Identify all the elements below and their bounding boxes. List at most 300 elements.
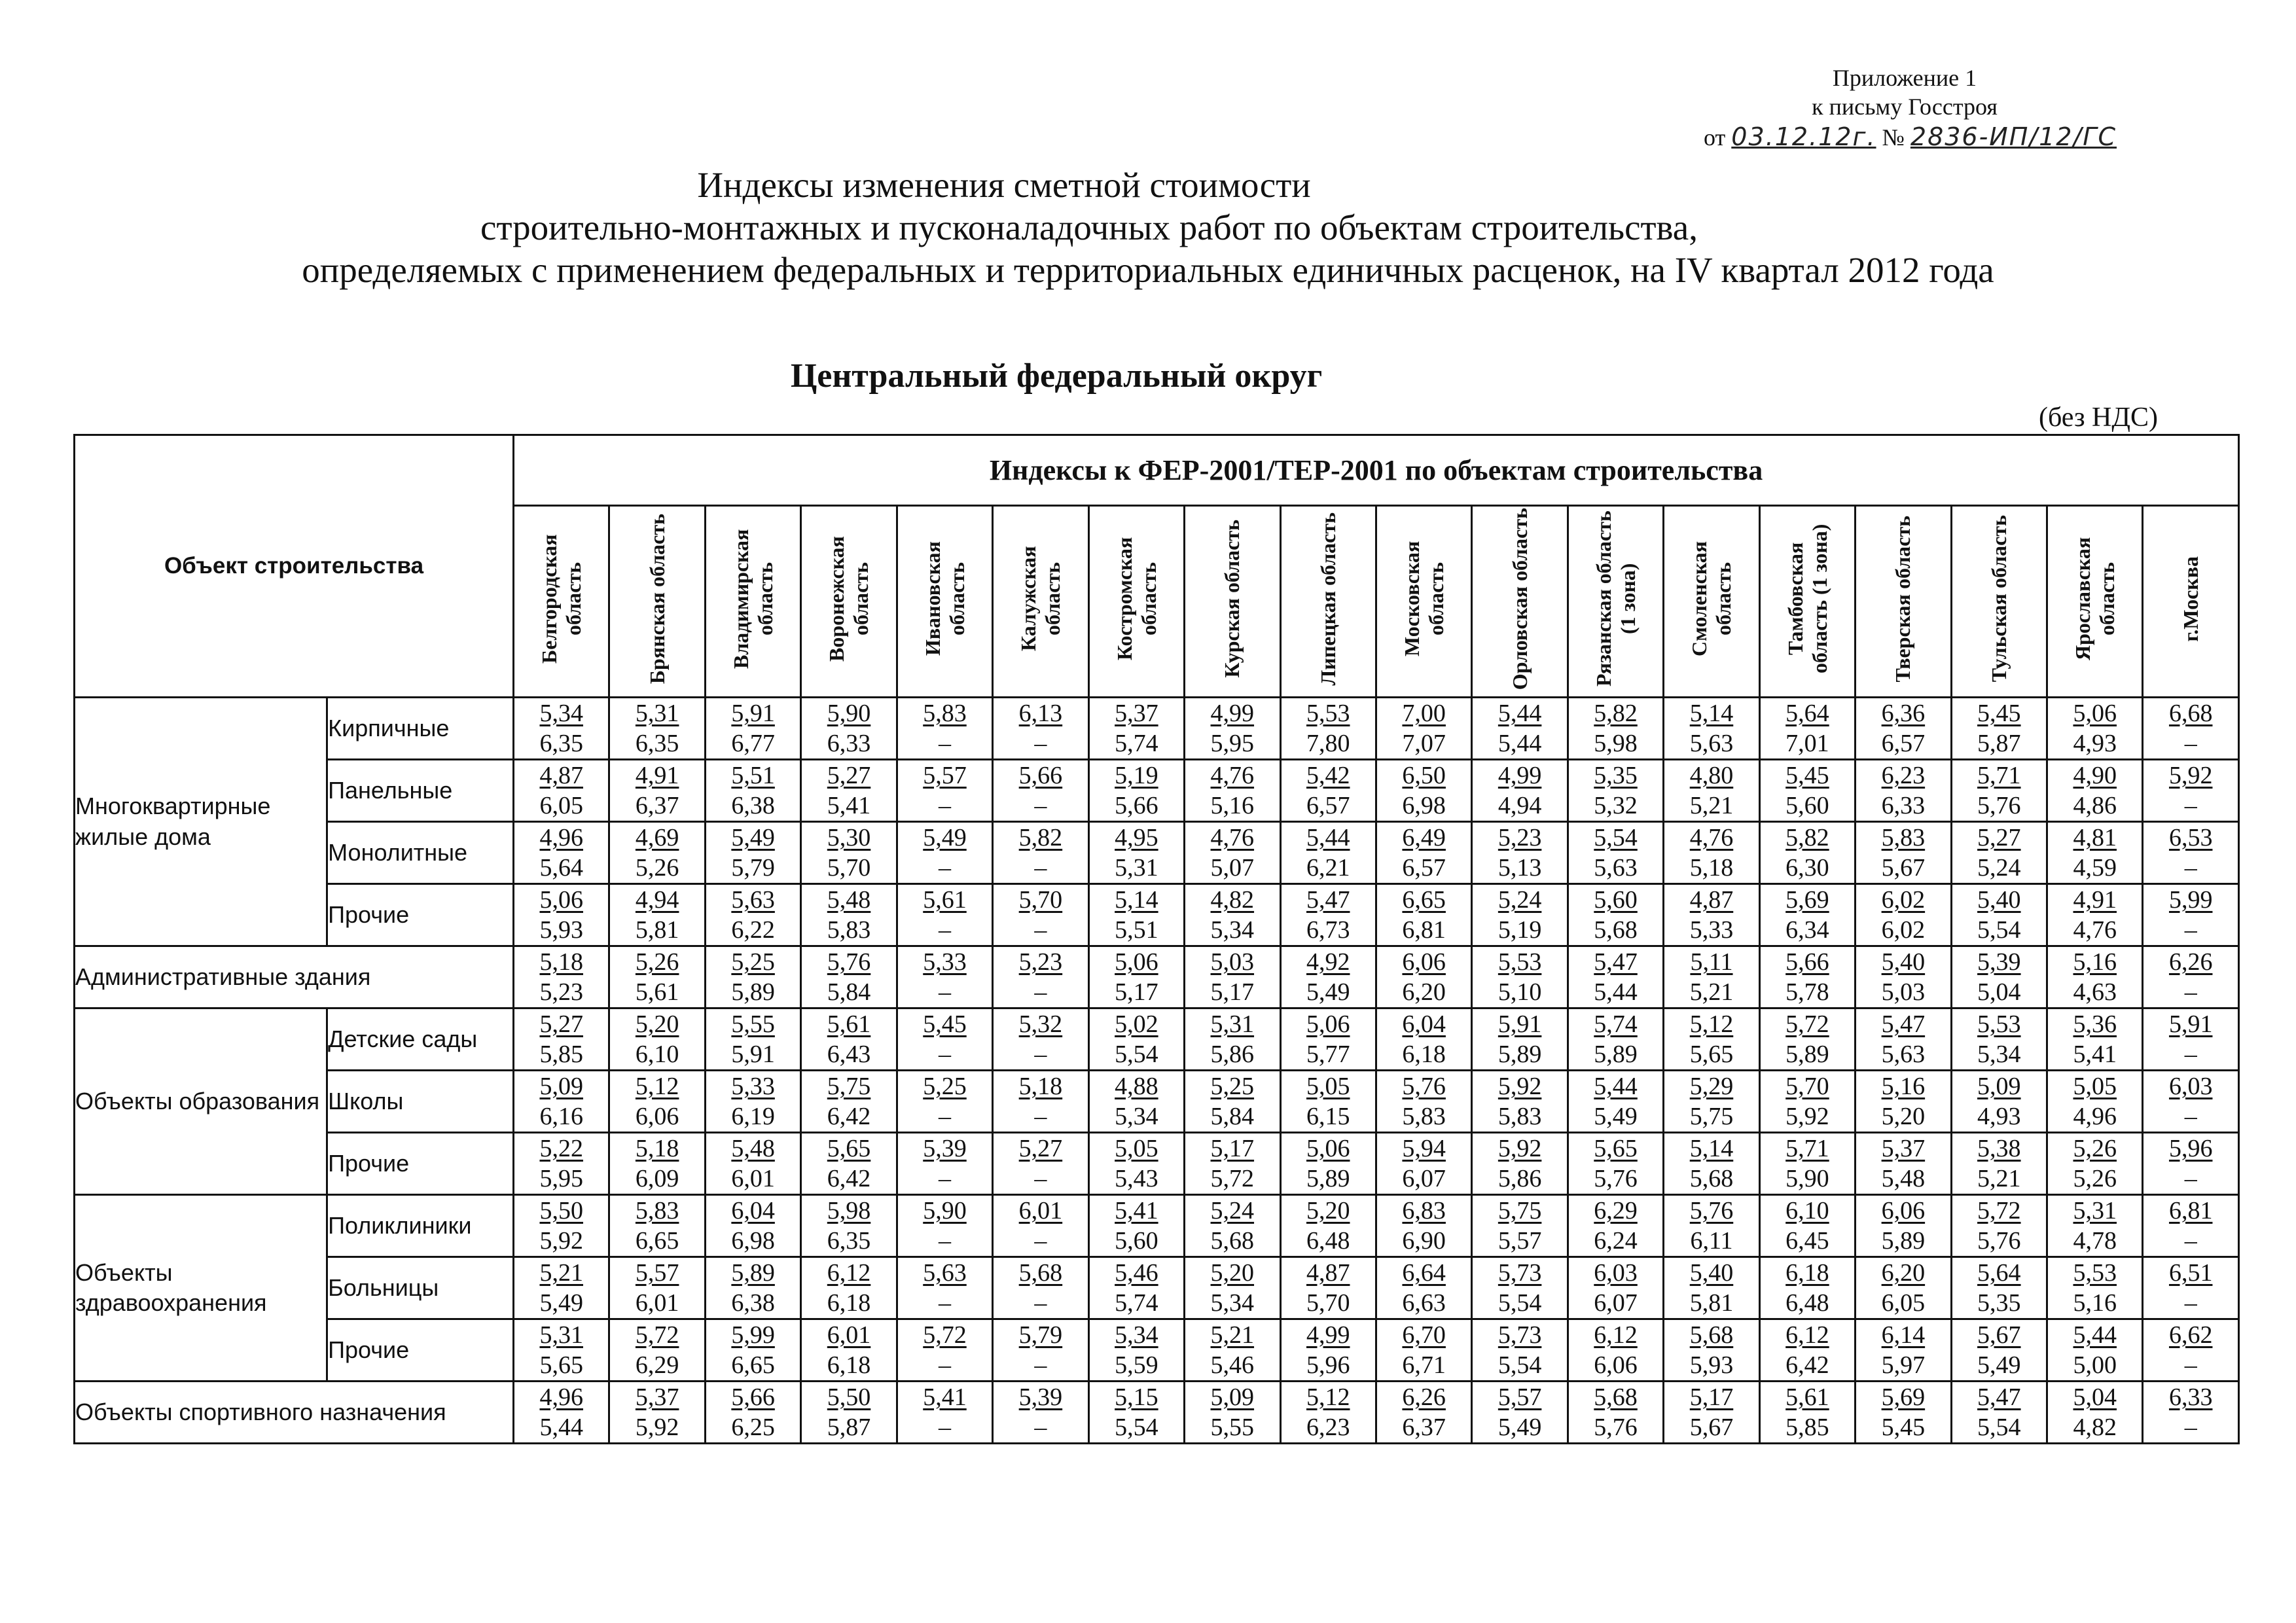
ter-index-value: 5,95 <box>1210 730 1255 757</box>
fer-index-value: 5,69 <box>1881 1383 1926 1411</box>
index-cell <box>1951 1133 2047 1195</box>
table-row <box>75 822 2239 884</box>
fer-index-value: 5,17 <box>1689 1383 1734 1411</box>
fer-index-value: 5,73 <box>1498 1259 1542 1287</box>
fer-index-value: 5,06 <box>1115 948 1158 976</box>
index-cell <box>1088 1133 1184 1195</box>
index-cell <box>1759 1319 1855 1382</box>
ter-index-value: 5,24 <box>1977 854 2021 882</box>
ter-index-value: 5,48 <box>1881 1165 1926 1192</box>
ter-index-value: – <box>938 1041 951 1068</box>
index-cell <box>993 822 1088 884</box>
index-cell <box>1088 1195 1184 1257</box>
ter-index-value: – <box>2184 854 2197 882</box>
index-cell <box>1280 884 1376 946</box>
region-header <box>609 506 705 698</box>
ter-index-value: 5,18 <box>1689 854 1734 882</box>
index-cell <box>514 698 609 760</box>
region-header <box>1280 506 1376 698</box>
ter-index-value: 5,34 <box>1210 1289 1255 1317</box>
fer-index-value: 5,53 <box>2073 1259 2117 1287</box>
ter-index-value: 5,63 <box>1594 854 1638 882</box>
ter-index-value: 5,76 <box>1977 792 2021 819</box>
fer-index-value: 5,06 <box>539 886 583 914</box>
index-cell <box>1664 1382 1759 1444</box>
index-cell <box>1280 1382 1376 1444</box>
ter-index-value: 5,67 <box>1689 1414 1734 1441</box>
fer-index-value: 4,87 <box>539 762 583 789</box>
fer-index-value: 5,75 <box>827 1073 871 1100</box>
fer-index-value: 5,63 <box>923 1259 967 1287</box>
fer-index-value: 5,74 <box>1594 1010 1638 1038</box>
ter-index-value: 5,81 <box>1689 1289 1734 1317</box>
index-cell <box>1472 884 1568 946</box>
ter-index-value: 5,70 <box>1306 1289 1350 1317</box>
fer-index-value: 5,18 <box>1018 1073 1063 1100</box>
index-cell <box>897 946 992 1008</box>
ter-index-value: 5,98 <box>1594 730 1638 757</box>
fer-index-value: 6,26 <box>2168 948 2213 976</box>
index-cell <box>2047 1319 2143 1382</box>
region-header <box>1759 506 1855 698</box>
index-cell <box>1280 1008 1376 1071</box>
index-cell <box>1472 698 1568 760</box>
fer-index-value: 5,06 <box>1306 1135 1350 1162</box>
fer-index-value: 5,33 <box>731 1073 775 1100</box>
ter-index-value: – <box>938 1227 951 1255</box>
fer-index-value: 5,66 <box>731 1383 775 1411</box>
ter-index-value: 4,93 <box>2073 730 2117 757</box>
fer-index-value: 5,92 <box>2168 762 2213 789</box>
index-cell <box>2047 760 2143 822</box>
fer-index-value: 6,13 <box>1018 700 1063 727</box>
fer-index-value: 5,61 <box>1785 1383 1829 1411</box>
fer-index-value: 6,50 <box>1402 762 1446 789</box>
fer-index-value: 4,95 <box>1115 824 1158 851</box>
object-subtype-label: Кирпичные <box>327 698 514 760</box>
ter-index-value: 6,33 <box>1881 792 1926 819</box>
index-cell <box>1472 1382 1568 1444</box>
index-cell <box>1185 760 1280 822</box>
index-cell <box>1951 1257 2047 1319</box>
index-cell <box>993 946 1088 1008</box>
ter-index-value: 5,83 <box>1498 1103 1542 1130</box>
index-cell <box>1185 1382 1280 1444</box>
index-cell <box>1951 822 2047 884</box>
ter-index-value: 5,57 <box>1498 1227 1542 1255</box>
index-cell <box>993 1071 1088 1133</box>
index-cell <box>1472 1071 1568 1133</box>
ter-index-value: 6,07 <box>1594 1289 1638 1317</box>
ter-index-value: – <box>938 1351 951 1379</box>
index-cell <box>1472 1195 1568 1257</box>
ter-index-value: 6,98 <box>731 1227 775 1255</box>
index-cell <box>1568 760 1663 822</box>
index-cell <box>1088 822 1184 884</box>
ter-index-value: 5,67 <box>1881 854 1926 882</box>
region-header <box>705 506 800 698</box>
index-cell <box>1376 1071 1471 1133</box>
ter-index-value: 4,93 <box>1977 1103 2021 1130</box>
fer-index-value: 5,19 <box>1115 762 1158 789</box>
index-cell <box>705 1008 800 1071</box>
index-cell <box>1568 1195 1663 1257</box>
ter-index-value: 5,44 <box>539 1414 583 1441</box>
index-cell <box>897 698 992 760</box>
fer-index-value: 5,51 <box>731 762 775 789</box>
object-subtype-label: Школы <box>327 1071 514 1133</box>
index-cell <box>705 1133 800 1195</box>
fer-index-value: 5,12 <box>1306 1383 1350 1411</box>
fer-index-value: 5,31 <box>1210 1010 1255 1038</box>
ter-index-value: – <box>2184 916 2197 944</box>
ter-index-value: 5,89 <box>731 978 775 1006</box>
fer-index-value: 5,57 <box>923 762 967 789</box>
object-group-label: Объекты здравоохранения <box>75 1195 327 1382</box>
index-cell <box>1280 698 1376 760</box>
ter-index-value: 5,21 <box>1977 1165 2021 1192</box>
ter-index-value: 4,96 <box>2073 1103 2117 1130</box>
index-cell <box>1376 884 1471 946</box>
ter-index-value: 5,68 <box>1689 1165 1734 1192</box>
ter-index-value: 6,06 <box>1594 1351 1638 1379</box>
object-header: Объект строительства <box>75 435 514 698</box>
index-cell <box>1376 1319 1471 1382</box>
fer-index-value: 4,90 <box>2073 762 2117 789</box>
fer-index-value: 5,39 <box>1018 1383 1063 1411</box>
ter-index-value: 6,38 <box>731 792 775 819</box>
index-cell <box>2143 884 2239 946</box>
index-cell <box>1856 1071 1951 1133</box>
ter-index-value: 6,42 <box>827 1165 871 1192</box>
region-header <box>897 506 992 698</box>
fer-index-value: 5,67 <box>1977 1321 2021 1349</box>
ter-index-value: 6,01 <box>635 1289 679 1317</box>
fer-index-value: 4,87 <box>1306 1259 1350 1287</box>
table-row <box>75 1257 2239 1319</box>
fer-index-value: 5,37 <box>635 1383 679 1411</box>
fer-index-value: 5,12 <box>1689 1010 1734 1038</box>
ter-index-value: – <box>2184 1041 2197 1068</box>
index-cell <box>1664 1195 1759 1257</box>
index-cell <box>1568 1008 1663 1071</box>
ter-index-value: – <box>1034 1227 1047 1255</box>
ter-index-value: 6,24 <box>1594 1227 1638 1255</box>
fer-index-value: 6,04 <box>1402 1010 1446 1038</box>
ter-index-value: 5,41 <box>2073 1041 2117 1068</box>
ter-index-value: 5,89 <box>1306 1165 1350 1192</box>
ter-index-value: 5,44 <box>1498 730 1542 757</box>
index-cell <box>1759 760 1855 822</box>
ter-index-value: – <box>1034 916 1047 944</box>
fer-index-value: 5,64 <box>1785 700 1829 727</box>
index-cell <box>1856 1382 1951 1444</box>
ter-index-value: – <box>1034 1103 1047 1130</box>
fer-index-value: 5,83 <box>1881 824 1926 851</box>
index-cell <box>1568 822 1663 884</box>
index-cell <box>1664 1133 1759 1195</box>
index-cell <box>1568 1319 1663 1382</box>
fer-index-value: 5,70 <box>1785 1073 1829 1100</box>
fer-index-value: 5,83 <box>923 700 967 727</box>
ter-index-value: 6,15 <box>1306 1103 1350 1130</box>
ter-index-value: 6,18 <box>827 1289 871 1317</box>
ter-index-value: 5,72 <box>1210 1165 1255 1192</box>
fer-index-value: 5,90 <box>827 700 871 727</box>
fer-index-value: 5,14 <box>1689 1135 1734 1162</box>
fer-index-value: 5,69 <box>1785 886 1829 914</box>
index-cell <box>897 760 992 822</box>
index-cell <box>1759 1257 1855 1319</box>
fer-index-value: 5,11 <box>1690 948 1733 976</box>
fer-index-value: 5,39 <box>923 1135 967 1162</box>
ter-index-value: 5,97 <box>1881 1351 1926 1379</box>
index-cell <box>801 884 897 946</box>
ter-index-value: 6,35 <box>539 730 583 757</box>
ter-index-value: 6,63 <box>1402 1289 1446 1317</box>
index-cell <box>1472 1257 1568 1319</box>
ter-index-value: 5,00 <box>2073 1351 2117 1379</box>
index-cell <box>2143 1008 2239 1071</box>
object-group-label: Многоквартирные жилые дома <box>75 698 327 946</box>
fer-index-value: 5,14 <box>1689 700 1734 727</box>
index-cell <box>1568 1257 1663 1319</box>
ter-index-value: – <box>2184 978 2197 1006</box>
ter-index-value: 6,05 <box>1881 1289 1926 1317</box>
index-cell <box>2143 760 2239 822</box>
region-header <box>993 506 1088 698</box>
index-cell <box>705 1071 800 1133</box>
ter-index-value: 4,63 <box>2073 978 2117 1006</box>
fer-index-value: 5,20 <box>1210 1259 1255 1287</box>
ref-prefix: от <box>1704 124 1726 151</box>
index-cell <box>1088 1257 1184 1319</box>
ter-index-value: 6,22 <box>731 916 775 944</box>
index-cell <box>2143 1195 2239 1257</box>
index-cell <box>705 946 800 1008</box>
ter-index-value: 5,96 <box>1306 1351 1350 1379</box>
index-table <box>73 434 2240 1444</box>
ter-index-value: – <box>1034 1289 1047 1317</box>
fer-index-value: 6,03 <box>1594 1259 1638 1287</box>
object-subtype-label: Прочие <box>327 1319 514 1382</box>
index-cell <box>897 884 992 946</box>
ter-index-value: 5,26 <box>635 854 679 882</box>
ter-index-value: 5,85 <box>539 1041 583 1068</box>
fer-index-value: 5,05 <box>1115 1135 1158 1162</box>
ter-index-value: – <box>938 1165 951 1192</box>
index-cell <box>897 1382 992 1444</box>
ter-index-value: 5,54 <box>1115 1414 1158 1441</box>
index-cell <box>993 1257 1088 1319</box>
index-cell <box>1951 760 2047 822</box>
appendix-to: к письму Госстроя <box>1812 93 1998 120</box>
index-cell <box>897 1133 992 1195</box>
ter-index-value: – <box>938 730 951 757</box>
ter-index-value: 5,21 <box>1689 792 1734 819</box>
index-cell <box>1664 822 1759 884</box>
fer-index-value: 5,21 <box>1210 1321 1255 1349</box>
ter-index-value: – <box>1034 1351 1047 1379</box>
ter-index-value: 5,55 <box>1210 1414 1255 1441</box>
ter-index-value: 6,43 <box>827 1041 871 1068</box>
ter-index-value: 6,65 <box>731 1351 775 1379</box>
fer-index-value: 5,44 <box>1306 824 1350 851</box>
fer-index-value: 5,25 <box>731 948 775 976</box>
index-cell <box>1185 884 1280 946</box>
ter-index-value: – <box>938 1289 951 1317</box>
index-cell <box>1664 946 1759 1008</box>
ter-index-value: – <box>2184 1351 2197 1379</box>
fer-index-value: 5,99 <box>2168 886 2213 914</box>
fer-index-value: 5,48 <box>827 886 871 914</box>
fer-index-value: 4,76 <box>1689 824 1734 851</box>
index-cell <box>1664 1257 1759 1319</box>
ter-index-value: 5,91 <box>731 1041 775 1068</box>
index-cell <box>609 1319 705 1382</box>
ter-index-value: 5,26 <box>2073 1165 2117 1192</box>
ter-index-value: 5,20 <box>1881 1103 1926 1130</box>
ter-index-value: 5,93 <box>539 916 583 944</box>
ter-index-value: 5,54 <box>1977 916 2021 944</box>
index-cell <box>993 884 1088 946</box>
index-cell <box>609 1382 705 1444</box>
fer-index-value: 5,14 <box>1115 886 1158 914</box>
index-cell <box>993 1319 1088 1382</box>
index-cell <box>2047 1382 2143 1444</box>
ter-index-value: 5,89 <box>1498 1041 1542 1068</box>
ter-index-value: – <box>2184 792 2197 819</box>
region-header <box>1856 506 1951 698</box>
fer-index-value: 5,03 <box>1210 948 1255 976</box>
index-cell <box>705 1195 800 1257</box>
fer-index-value: 4,76 <box>1210 824 1255 851</box>
fer-index-value: 5,82 <box>1785 824 1829 851</box>
fer-index-value: 6,81 <box>2168 1197 2213 1224</box>
object-subtype-label: Прочие <box>327 1133 514 1195</box>
fer-index-value: 5,76 <box>1402 1073 1446 1100</box>
fer-index-value: 5,18 <box>539 948 583 976</box>
ter-index-value: 5,35 <box>1977 1289 2021 1317</box>
fer-index-value: 5,82 <box>1018 824 1063 851</box>
fer-index-value: 5,71 <box>1785 1135 1829 1162</box>
ter-index-value: 5,43 <box>1115 1165 1158 1192</box>
fer-index-value: 5,32 <box>1018 1010 1063 1038</box>
index-cell <box>897 1195 992 1257</box>
fer-index-value: 6,14 <box>1881 1321 1926 1349</box>
index-cell <box>1376 1008 1471 1071</box>
title-line-1: Индексы изменения сметной стоимости <box>697 165 1311 205</box>
fer-index-value: 5,65 <box>827 1135 871 1162</box>
ter-index-value: 5,44 <box>1594 978 1638 1006</box>
region-name: Ивановская область <box>920 541 969 656</box>
fer-index-value: 5,27 <box>1018 1135 1063 1162</box>
ter-index-value: – <box>1034 792 1047 819</box>
fer-index-value: 5,02 <box>1115 1010 1158 1038</box>
fer-index-value: 4,99 <box>1306 1321 1350 1349</box>
index-cell <box>514 1071 609 1133</box>
ter-index-value: 5,49 <box>539 1289 583 1317</box>
index-cell <box>609 822 705 884</box>
fer-index-value: 6,62 <box>2168 1321 2213 1349</box>
ter-index-value: 5,89 <box>1785 1041 1829 1068</box>
fer-index-value: 6,64 <box>1402 1259 1446 1287</box>
fer-index-value: 5,73 <box>1498 1321 1542 1349</box>
district-heading: Центральный федеральный округ <box>790 357 1323 395</box>
fer-index-value: 5,40 <box>1977 886 2021 914</box>
table-row <box>75 1195 2239 1257</box>
fer-index-value: 5,91 <box>731 700 775 727</box>
index-cell <box>1280 1195 1376 1257</box>
index-cell <box>514 760 609 822</box>
appendix-block <box>1704 64 2117 152</box>
fer-index-value: 5,15 <box>1115 1383 1158 1411</box>
index-cell <box>1856 946 1951 1008</box>
ter-index-value: – <box>2184 1103 2197 1130</box>
fer-index-value: 5,92 <box>1498 1073 1542 1100</box>
fer-index-value: 5,65 <box>1594 1135 1638 1162</box>
ter-index-value: 5,83 <box>1402 1103 1446 1130</box>
fer-index-value: 5,16 <box>1881 1073 1926 1100</box>
fer-index-value: 5,92 <box>1498 1135 1542 1162</box>
index-cell <box>1472 1133 1568 1195</box>
fer-index-value: 5,34 <box>539 700 583 727</box>
ter-index-value: 5,33 <box>1689 916 1734 944</box>
index-cell <box>1280 760 1376 822</box>
index-cell <box>1759 1008 1855 1071</box>
index-cell <box>1472 946 1568 1008</box>
index-cell <box>2047 1071 2143 1133</box>
ter-index-value: 5,74 <box>1115 1289 1158 1317</box>
index-cell <box>1568 946 1663 1008</box>
ter-index-value: 6,37 <box>635 792 679 819</box>
ter-index-value: – <box>938 978 951 1006</box>
ter-index-value: 5,32 <box>1594 792 1638 819</box>
fer-index-value: 5,53 <box>1498 948 1542 976</box>
ter-index-value: 5,92 <box>539 1227 583 1255</box>
fer-index-value: 5,68 <box>1689 1321 1734 1349</box>
ter-index-value: 5,49 <box>1977 1351 2021 1379</box>
index-cell <box>514 1319 609 1382</box>
index-cell <box>1664 1008 1759 1071</box>
ter-index-value: 5,74 <box>1115 730 1158 757</box>
ter-index-value: 5,66 <box>1115 792 1158 819</box>
index-cell <box>2143 698 2239 760</box>
object-group-label: Административные здания <box>75 946 514 1008</box>
fer-index-value: 5,45 <box>1977 700 2021 727</box>
index-cell <box>609 698 705 760</box>
fer-index-value: 5,29 <box>1689 1073 1734 1100</box>
fer-index-value: 5,06 <box>1306 1010 1350 1038</box>
fer-index-value: 5,34 <box>1115 1321 1158 1349</box>
ter-index-value: 4,59 <box>2073 854 2117 882</box>
index-cell <box>1472 760 1568 822</box>
fer-index-value: 5,45 <box>923 1010 967 1038</box>
fer-index-value: 6,10 <box>1785 1197 1829 1224</box>
index-cell <box>1759 946 1855 1008</box>
index-cell <box>514 822 609 884</box>
fer-index-value: 6,49 <box>1402 824 1446 851</box>
ter-index-value: 6,34 <box>1785 916 1829 944</box>
fer-index-value: 6,02 <box>1881 886 1926 914</box>
ter-index-value: 5,03 <box>1881 978 1926 1006</box>
index-cell <box>2047 822 2143 884</box>
ter-index-value: 5,61 <box>635 978 679 1006</box>
ter-index-value: 6,35 <box>827 1227 871 1255</box>
region-header <box>514 506 609 698</box>
fer-index-value: 5,40 <box>1881 948 1926 976</box>
table-row <box>75 884 2239 946</box>
